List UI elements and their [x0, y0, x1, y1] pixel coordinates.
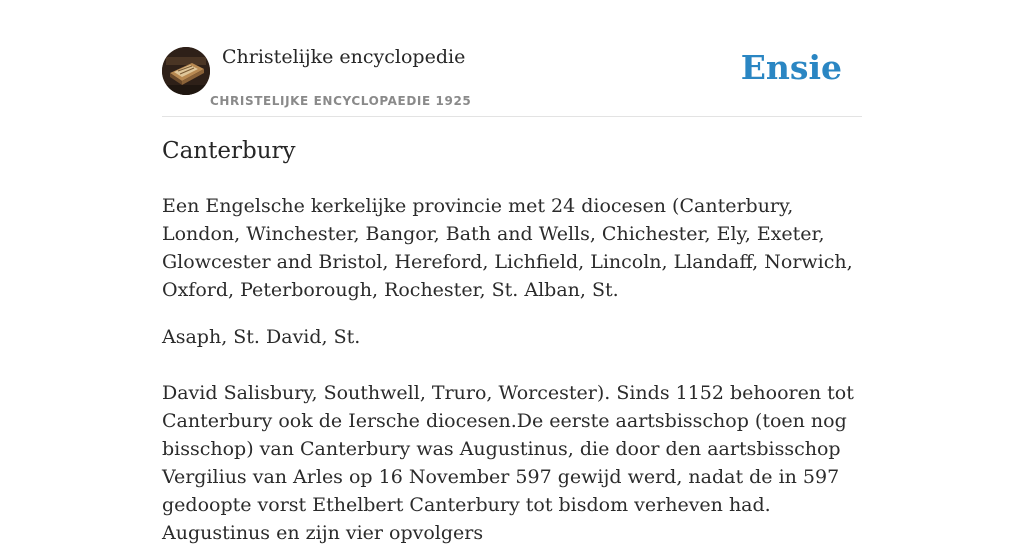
encyclopedia-subtitle[interactable]: CHRISTELIJKE ENCYCLOPAEDIE 1925: [210, 94, 472, 108]
site-title[interactable]: Christelijke encyclopedie: [222, 46, 466, 68]
site-header: [162, 0, 862, 117]
article-paragraph: Een Engelsche kerkelijke provincie met 24 diocesen (Canterbury, London, Winchester, Bangor, Bath and Wells, Chichester, Ely, Exeter, Glowcester and Bristol, Hereford, Lichfield, Lincoln, Llandaff, Norwich, Oxford, Peterborough, Rochester, St. Alban, St.: [162, 195, 853, 301]
encyclopedia-avatar[interactable]: [162, 47, 210, 95]
page-container: [162, 0, 862, 544]
book-image-icon: [162, 47, 210, 95]
article-paragraph: Asaph, St. David, St.: [162, 326, 361, 348]
ensie-logo[interactable]: Ensie: [740, 48, 842, 87]
article-paragraph: David Salisbury, Southwell, Truro, Worcester). Sinds 1152 behooren tot Canterbury ook de Iersche diocesen.De eerste aartsbisschop (toen nog bisschop) van Canterbury was Augustinus, die door den aartsbisschop Vergilius van Arles op 16 November 597 gewijd werd, nadat de in 597 gedoopte vorst Ethelbert Canterbury tot bisdom verheven had. Augustinus en zijn vier opvolgers: [162, 382, 854, 544]
article-title: Canterbury: [162, 138, 296, 164]
